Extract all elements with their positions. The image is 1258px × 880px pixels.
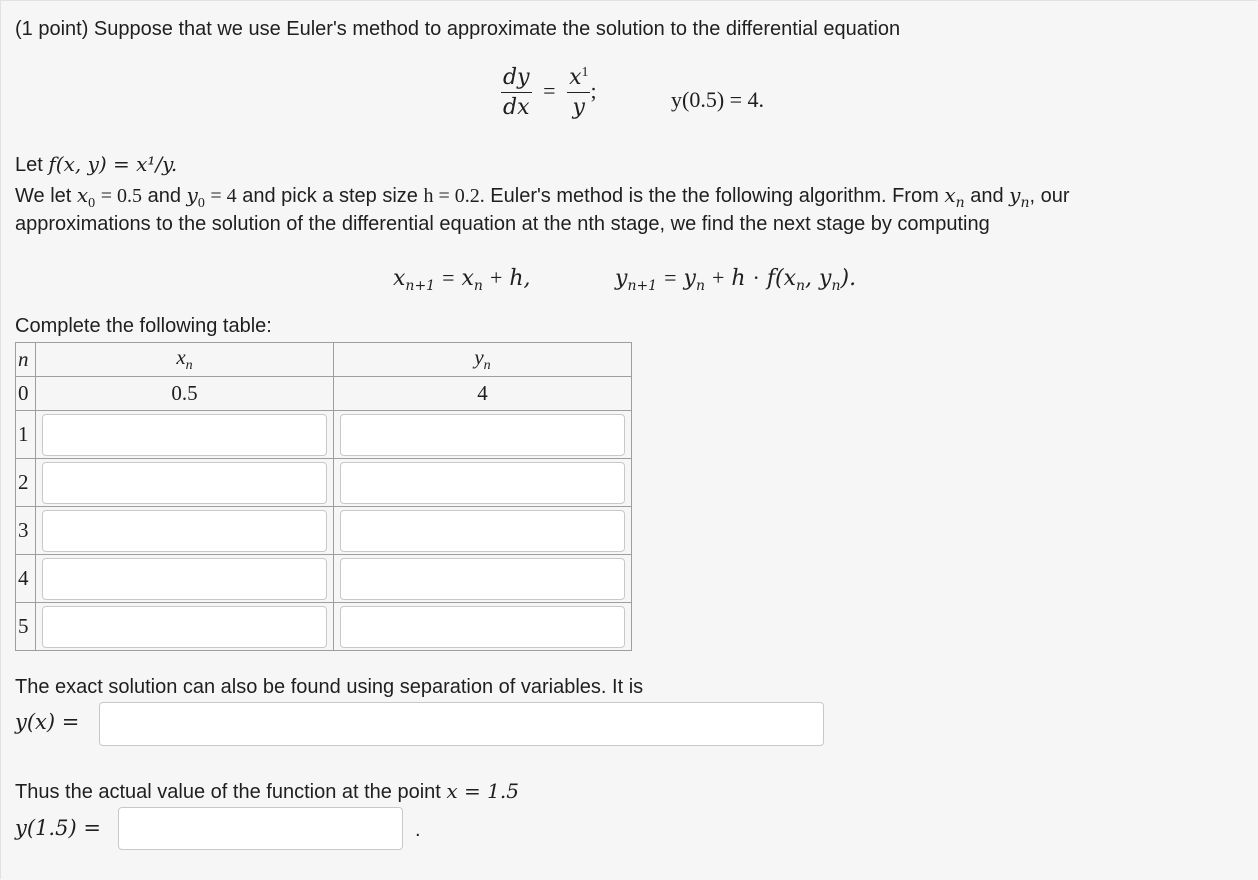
table-row (16, 603, 632, 651)
row-n: 4 (16, 555, 36, 603)
x4-input[interactable] (42, 558, 327, 600)
x-cell (36, 555, 334, 603)
table-row (16, 411, 632, 459)
row-n: 2 (16, 459, 36, 507)
row-n: 5 (16, 603, 36, 651)
thus-line (15, 779, 519, 804)
y4-input[interactable] (340, 558, 625, 600)
complete-table-label: Complete the following table: (15, 315, 272, 337)
x0-value: = 0.5 (100, 185, 143, 207)
recurrence-x: $x_{n+1} = x_n + h$, (393, 265, 531, 294)
exact-solution-input[interactable] (99, 702, 824, 746)
our-label: , our (1029, 185, 1070, 207)
row0-y-value: 4 (334, 377, 632, 411)
y3-input[interactable] (340, 510, 625, 552)
we-let-line: We let $x_0 = 0.5$ and $y_0 = 4$ and pick a step size h = 0.2. Euler's method is the the following algorithm. From $x_n$ and $y_n$, our (15, 183, 1070, 211)
x1-input[interactable] (42, 414, 327, 456)
y2-input[interactable] (340, 462, 625, 504)
y15-input[interactable] (118, 807, 403, 850)
x2-input[interactable] (42, 462, 327, 504)
x-cell (36, 603, 334, 651)
thus-text: Thus the actual value of the function at the point (15, 781, 441, 803)
y0-value: = 4 (210, 185, 237, 207)
y-cell (334, 459, 632, 507)
trailing-period: . (415, 819, 421, 841)
recurrence-y: $y_{n+1} = y_n + h \cdot f(x_n$, $y_n$). (615, 265, 857, 294)
y15-label: y(1.5) = (15, 816, 101, 840)
f-definition: f(x, y) = x¹/y. (48, 152, 178, 176)
approximations-line: approximations to the solution of the differential equation at the nth stage, we find the next stage by computing (15, 213, 990, 235)
y-cell (334, 507, 632, 555)
row-n: 0 (16, 377, 36, 411)
intro-text: (1 point) Suppose that we use Euler's method to approximate the solution to the differential equation (15, 18, 901, 40)
algorithm-text: Euler's method is the the following algorithm. From (490, 185, 939, 207)
exact-solution-text: The exact solution can also be found using separation of variables. It is (15, 676, 644, 698)
x-cell (36, 411, 334, 459)
y1-input[interactable] (340, 414, 625, 456)
and2-label: and (970, 185, 1004, 207)
x-cell (36, 459, 334, 507)
x-point-value: x = 1.5 (446, 779, 519, 803)
dy-dx-fraction: $\frac{dy}{dx}$ (503, 65, 530, 120)
row-n: 3 (16, 507, 36, 555)
header-n: n (16, 343, 36, 377)
yx-label: y(x) = (15, 710, 80, 734)
ode-equation: $\frac{dy}{dx}$ = $\frac{x^1}{y}$ ; (503, 65, 597, 120)
table-row (16, 459, 632, 507)
row-n: 1 (16, 411, 36, 459)
table-header-row (16, 343, 632, 377)
we-let-label: We let (15, 185, 72, 207)
xn-symbol: x (944, 183, 956, 207)
x5-input[interactable] (42, 606, 327, 648)
table-row (16, 377, 632, 411)
euler-table (15, 342, 632, 651)
y-cell (334, 603, 632, 651)
row0-x-value: 0.5 (36, 377, 334, 411)
header-xn: $x_n$ (36, 343, 334, 377)
h-value: h = 0.2. (423, 185, 485, 207)
table-row (16, 555, 632, 603)
let-label: Let (15, 154, 43, 176)
y-cell (334, 555, 632, 603)
x-over-y-fraction: $\frac{x^1}{y}$ (569, 65, 589, 120)
and-label: and (147, 185, 181, 207)
header-yn: $y_n$ (334, 343, 632, 377)
table-row (16, 507, 632, 555)
pick-step-label: and pick a step size (242, 185, 418, 207)
x-cell (36, 507, 334, 555)
y-cell (334, 411, 632, 459)
x3-input[interactable] (42, 510, 327, 552)
y5-input[interactable] (340, 606, 625, 648)
initial-condition: y(0.5) = 4. (671, 87, 765, 112)
let-line (15, 152, 177, 177)
